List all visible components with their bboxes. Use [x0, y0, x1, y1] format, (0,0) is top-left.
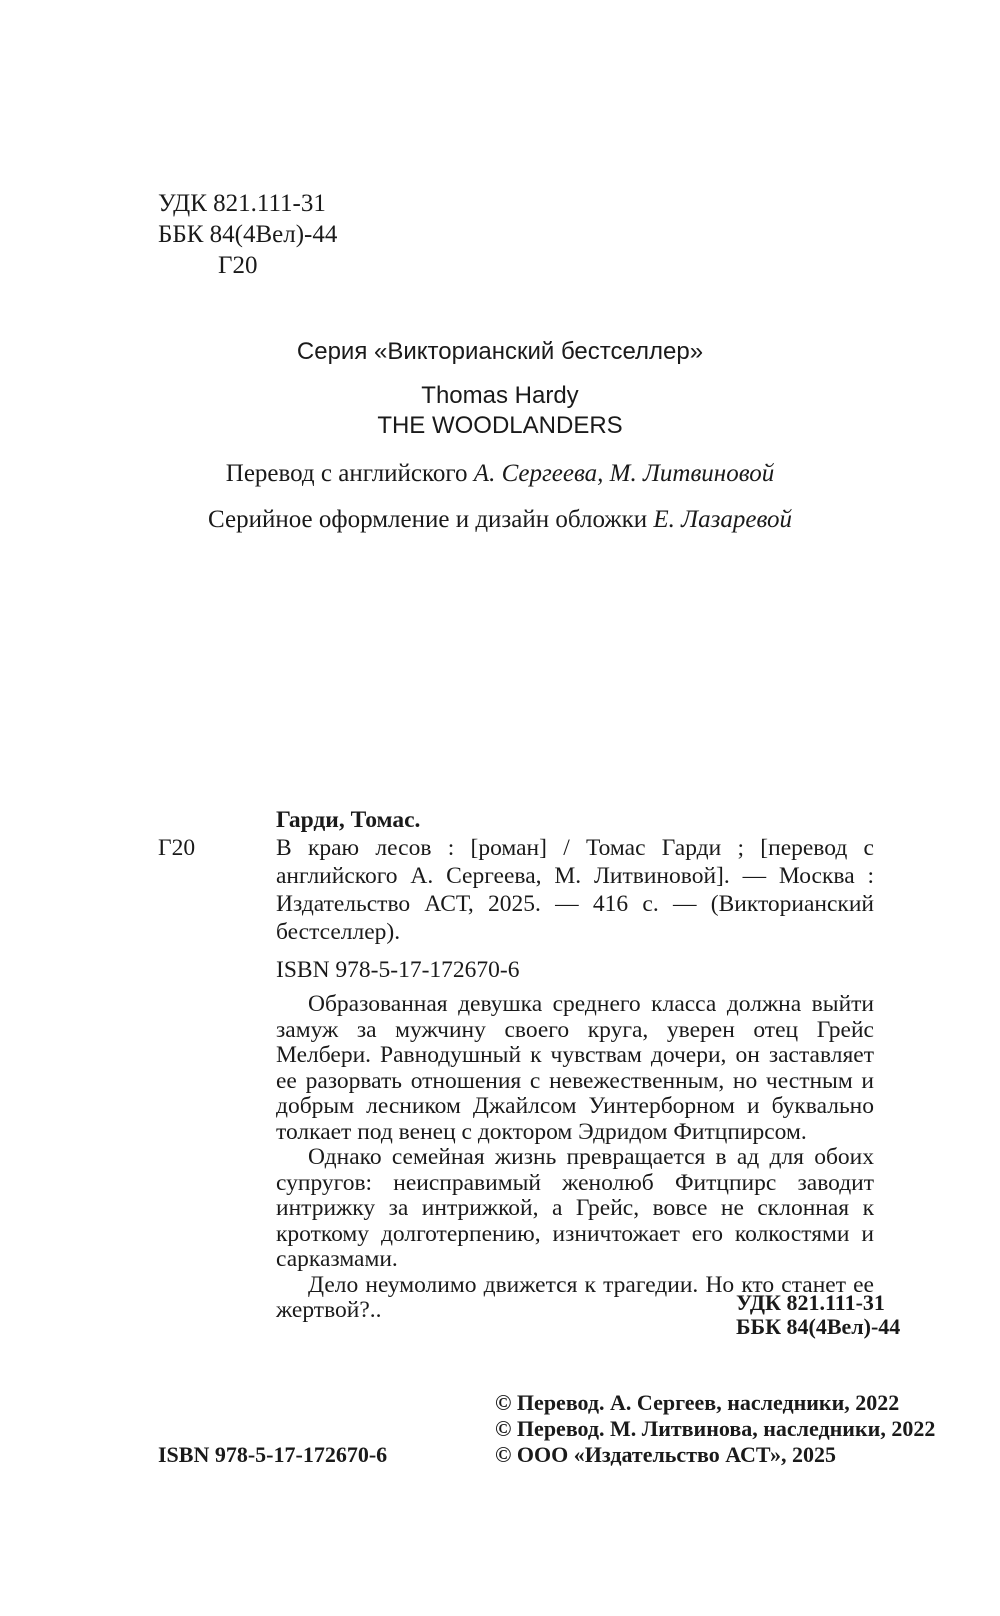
- annotation-paragraph: Однако семейная жизнь превращается в ад для обоих супругов: неисправимый женолюб Фитцпирс заводит интрижку за интрижкой, а Грейс, вовсе не склонная к кроткому долготерпению, изничтожает его колкостями и сарказмами.: [276, 1144, 874, 1272]
- copyright-line: © Перевод. А. Сергеев, наследники, 2022: [495, 1390, 900, 1415]
- original-author: Thomas Hardy: [421, 382, 579, 409]
- designer-name: Е. Лазаревой: [653, 506, 792, 533]
- translator-names: А. Сергеева, М. Литвиновой: [473, 460, 775, 487]
- bibliographic-description: В краю лесов : [роман] / Томас Гарди ; [перевод с английского А. Сергеева, М. Литвиновой]. — Москва : Издательство АСТ, 2025. — 416 с. — (Викторианский бестселлер).: [276, 835, 874, 945]
- design-credit: [0, 506, 1000, 534]
- original-title: THE WOODLANDERS: [377, 412, 623, 439]
- series-title: Серия «Викторианский бестселлер»: [296, 338, 704, 365]
- bbk-code: ББК 84(4Вел)-44: [158, 221, 338, 248]
- copyright-line: © Перевод. М. Литвинова, наследники, 2022: [495, 1416, 936, 1441]
- translation-credit: [0, 460, 1000, 488]
- author-mark: Г20: [218, 252, 258, 279]
- copyright-line: © ООО «Издательство АСТ», 2025: [495, 1442, 837, 1467]
- author-heading: Гарди, Томас.: [276, 807, 421, 833]
- translation-prefix: Перевод с английского: [225, 460, 474, 487]
- footer-bbk: ББК 84(4Вел)-44: [736, 1314, 901, 1339]
- annotation: [276, 992, 874, 1324]
- footer-udk: УДК 821.111-31: [736, 1290, 885, 1315]
- annotation-paragraph: Образованная девушка среднего класса должна выйти замуж за мужчину своего круга, уверен отец Грейс Мелбери. Равнодушный к чувствам дочери, он заставляет ее разорвать отношения с невежественным, но честным и добрым лесником Джайлсом Уинтерборном и буквально толкает под венец с доктором Эдридом Фитцпирсом.: [276, 991, 874, 1145]
- annotation-paragraph: Дело неумолимо движется к трагедии. Но кто станет ее жертвой?..: [276, 1271, 874, 1323]
- bibliographic-isbn: ISBN 978-5-17-172670-6: [276, 957, 520, 983]
- design-prefix: Серийное оформление и дизайн обложки: [208, 506, 654, 533]
- bibliographic-code: Г20: [158, 835, 196, 861]
- udk-code: УДК 821.111-31: [158, 190, 326, 217]
- footer-codes: [736, 1291, 900, 1339]
- isbn-bottom: ISBN 978-5-17-172670-6: [158, 1442, 388, 1467]
- copyright-block: [495, 1390, 935, 1468]
- bibliographic-text: [276, 806, 874, 946]
